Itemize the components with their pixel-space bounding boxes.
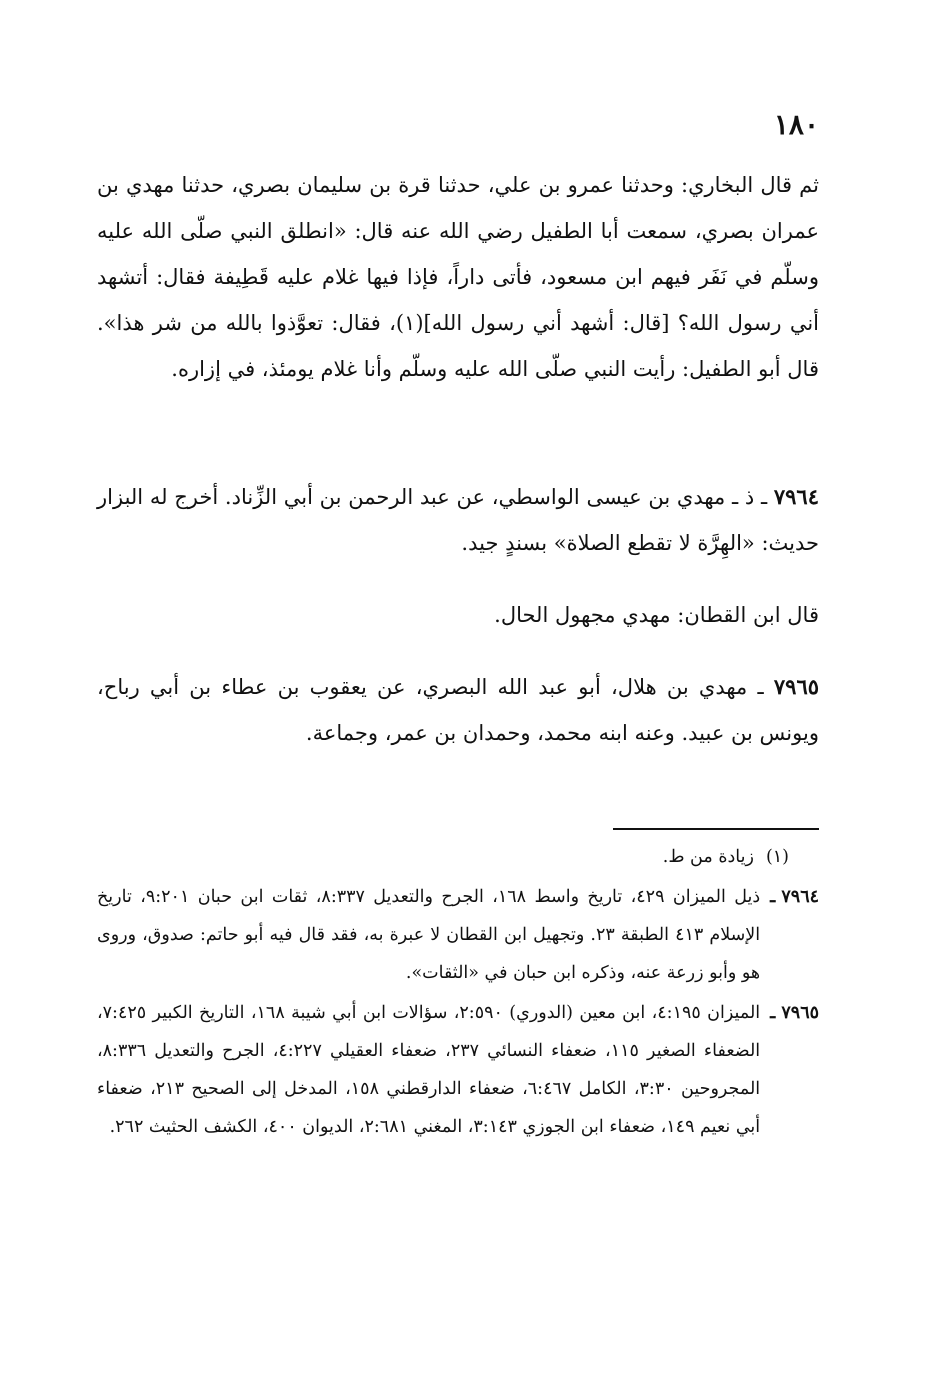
- entry-number: ٧٩٦٥: [773, 674, 820, 699]
- paragraph-ibn-qattan: قال ابن القطان: مهدي مجهول الحال.: [494, 603, 819, 627]
- footnotes: [97, 838, 819, 1146]
- entry-7964: [97, 474, 819, 566]
- entry-text: ـ ذ ـ مهدي بن عيسى الواسطي، عن عبد الرحمن بن أبي الزِّناد. أخرج له البزار حديث: «الهِرَّة لا تقطع الصلاة» بسندٍ جيد.: [97, 485, 819, 555]
- footnote-text: الميزان ٤:١٩٥، ابن معين (الدوري) ٢:٥٩٠، سؤالات ابن أبي شيبة ١٦٨، التاريخ الكبير ٧:٤٢٥، الضعفاء الصغير ١١٥، ضعفاء النسائي ٢٣٧، ضعفاء العقيلي ٤:٢٢٧، الجرح والتعديل ٨:٣٣٦، المجروحين ٣:٣٠، الكامل ٦:٤٦٧، ضعفاء الدارقطني ١٥٨، المدخل إلى الصحيح ٢١٣، ضعفاء أبي نعيم ١٤٩، ضعفاء ابن الجوزي ٣:١٤٣، المغني ٢:٦٨١، الديوان ٤٠٠، الكشف الحثيث ٢٦٢.: [97, 1003, 761, 1137]
- footnote-7965: [97, 994, 819, 1146]
- footnote-number: ٧٩٦٥ ـ: [770, 1003, 819, 1023]
- page-number: ١٨٠: [773, 108, 819, 141]
- footnote-number: ٧٩٦٤ ـ: [770, 887, 819, 907]
- entry-number: ٧٩٦٤: [773, 484, 819, 509]
- footnote-7964: [97, 878, 819, 992]
- entry-7965: [97, 664, 819, 756]
- entry-text: ـ مهدي بن هلال، أبو عبد الله البصري، عن يعقوب بن عطاء بن أبي رباح، ويونس بن عبيد. وعنه ابنه محمد، وحمدان بن عمر، وجماعة.: [97, 675, 819, 745]
- footnote-divider: [613, 828, 819, 830]
- paragraph-bukhari-narration: ثم قال البخاري: وحدثنا عمرو بن علي، حدثنا قرة بن سليمان بصري، حدثنا مهدي بن عمران بصري، سمعت أبا الطفيل رضي الله عنه قال: «انطلق النبي صلّى الله عليه وسلّم في نَفَر فيهم ابن مسعود، فأتى داراً، فإذا فيها غلام عليه قَطِيفة فقال: أتشهد أني رسول الله؟ [قال: أشهد أني رسول الله](١)، فقال: تعوَّذوا بالله من شر هذا». قال أبو الطفيل: رأيت النبي صلّى الله عليه وسلّم وأنا غلام يومئذ، في إزاره.: [97, 173, 819, 381]
- footnote-text: ذيل الميزان ٤٢٩، تاريخ واسط ١٦٨، الجرح والتعديل ٨:٣٣٧، ثقات ابن حبان ٩:٢٠١، تاريخ الإسلام ٤١٣ الطبقة ٢٣. وتجهيل ابن القطان لا عبرة به، فقد قال فيه أبو حاتم: صدوق، وروى هو وأبو زرعة عنه، وذكره ابن حبان في «الثقات».: [97, 887, 761, 983]
- footnote-text: زيادة من ط.: [662, 847, 754, 867]
- footnote-1: [97, 838, 819, 876]
- footnote-number: (١): [765, 847, 789, 867]
